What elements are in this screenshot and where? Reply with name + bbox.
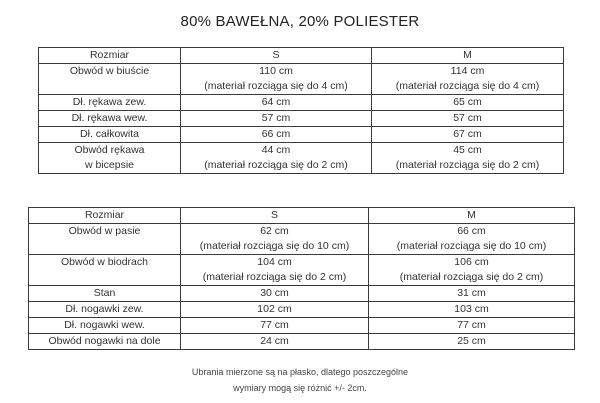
page-title: 80% BAWEŁNA, 20% POLIESTER: [180, 13, 420, 30]
cell-m: [369, 224, 575, 255]
row-label: Dł. całkowita: [39, 127, 181, 143]
cell-m: 57 cm: [372, 111, 564, 127]
cell-s: [181, 224, 369, 255]
value-line: 110 cm: [259, 65, 293, 77]
cell-s: 64 cm: [181, 95, 372, 111]
cell-m: 77 cm: [369, 318, 575, 334]
header-cell-m: M: [372, 48, 564, 64]
table-row: [29, 224, 575, 255]
measurement-note-line-2: wymiary mogą się różnić +/- 2cm.: [233, 383, 367, 393]
table-row: [39, 111, 564, 127]
cell-m: [369, 255, 575, 286]
row-label: Dł. nogawki wew.: [29, 318, 181, 334]
cell-s: [181, 143, 372, 174]
header-cell-s: S: [181, 208, 369, 224]
cell-s: 102 cm: [181, 302, 369, 318]
measurement-note-line-1: Ubrania mierzone są na płasko, dlatego poszczególne: [191, 367, 409, 377]
table-row: [29, 334, 575, 350]
cell-s: 77 cm: [181, 318, 369, 334]
header-row: [39, 48, 564, 64]
row-label: Dł. rękawa wew.: [39, 111, 181, 127]
cell-s: 30 cm: [181, 286, 369, 302]
table-row: [29, 255, 575, 286]
value-line: 104 cm: [257, 256, 292, 268]
table-row: [29, 302, 575, 318]
value-line: 66 cm: [457, 225, 486, 237]
top-size-table: [38, 47, 564, 174]
header-cell-size: Rozmiar: [39, 48, 181, 64]
cell-s: [181, 255, 369, 286]
cell-m: 103 cm: [369, 302, 575, 318]
row-label: [39, 143, 181, 174]
stretch-note: (materiał rozciąga się do 2 cm): [204, 159, 348, 171]
stretch-note: (materiał rozciąga się do 4 cm): [395, 80, 540, 92]
cell-s: 24 cm: [181, 334, 369, 350]
header-cell-m: M: [369, 208, 575, 224]
header-row: [29, 208, 575, 224]
label-line: Obwód rękawa: [74, 144, 145, 156]
cell-s: [181, 64, 372, 95]
row-label: Dł. nogawki zew.: [29, 302, 181, 318]
stretch-note: (materiał rozciąga się do 2 cm): [395, 159, 540, 171]
row-label: Obwód nogawki na dole: [29, 334, 181, 350]
cell-m: [372, 143, 564, 174]
header-cell-s: S: [181, 48, 372, 64]
stretch-note: (materiał rozciąga się do 2 cm): [399, 271, 544, 283]
row-label: Dł. rękawa zew.: [39, 95, 181, 111]
value-line: 44 cm: [261, 144, 291, 156]
table-row: [29, 318, 575, 334]
cell-s: 57 cm: [181, 111, 372, 127]
cell-m: 31 cm: [369, 286, 575, 302]
stretch-note: (materiał rozciąga się do 10 cm): [199, 240, 350, 252]
cell-m: 25 cm: [369, 334, 575, 350]
cell-m: [372, 64, 564, 95]
table-row: [39, 127, 564, 143]
value-line: 114 cm: [450, 65, 485, 77]
bottom-size-table: [28, 207, 575, 350]
label-line: Obwód w biuście: [69, 65, 150, 77]
value-line: 45 cm: [453, 144, 482, 156]
table-row: [39, 95, 564, 111]
row-label: [39, 64, 181, 95]
cell-m: 65 cm: [372, 95, 564, 111]
cell-m: 67 cm: [372, 127, 564, 143]
stretch-note: (materiał rozciąga się do 10 cm): [396, 240, 547, 252]
table-row: [39, 143, 564, 174]
stretch-note: (materiał rozciąga się do 4 cm): [204, 80, 348, 92]
value-line: 106 cm: [454, 256, 489, 268]
row-label: Stan: [29, 286, 181, 302]
table-row: [29, 286, 575, 302]
cell-s: 66 cm: [181, 127, 372, 143]
row-label: Obwód w pasie: [29, 224, 181, 255]
value-line: 62 cm: [260, 225, 289, 237]
label-line: w bicepsie: [84, 159, 135, 171]
stretch-note: (materiał rozciąga się do 2 cm): [202, 271, 347, 283]
header-cell-size: Rozmiar: [29, 208, 181, 224]
row-label: Obwód w biodrach: [29, 255, 181, 286]
table-row: [39, 64, 564, 95]
